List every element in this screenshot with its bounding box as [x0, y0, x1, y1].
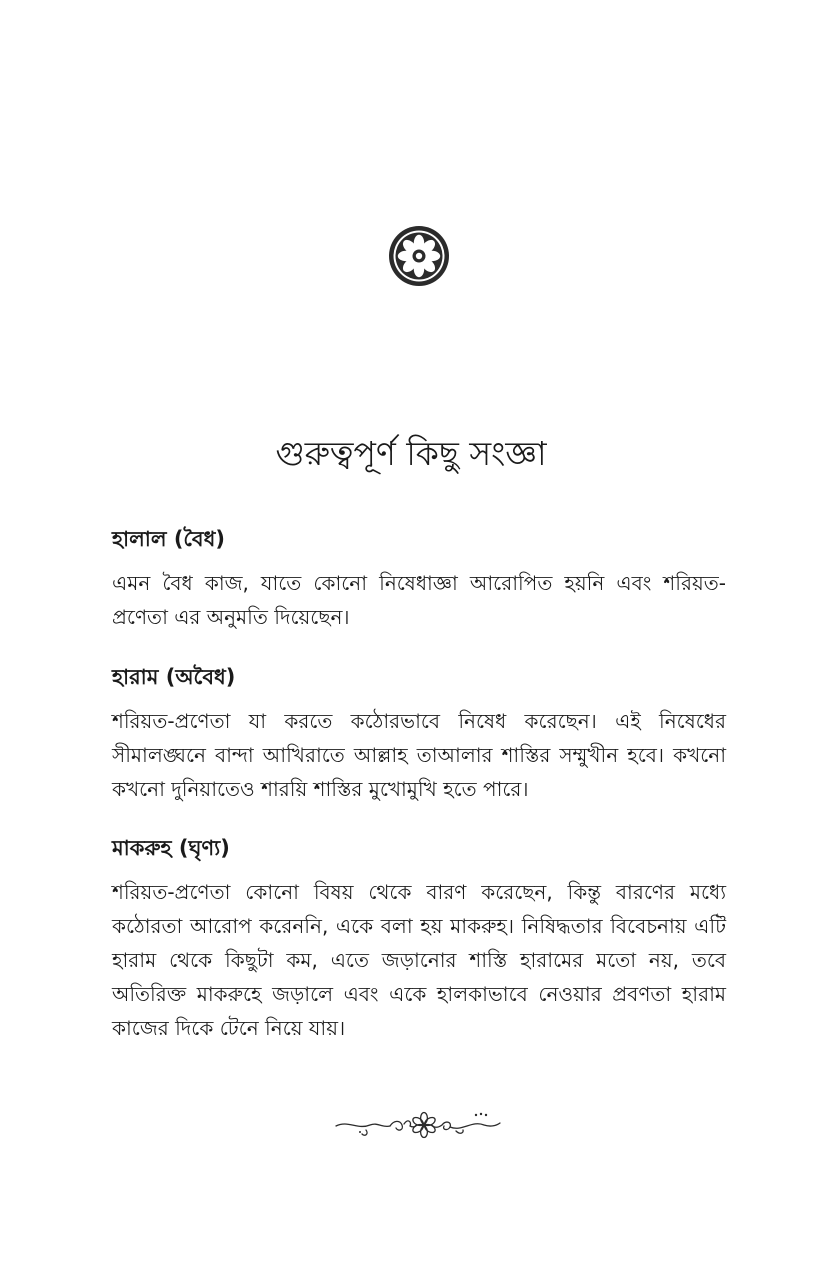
definition-block: [112, 833, 726, 1045]
floral-divider-icon: [332, 1106, 504, 1142]
definition-text: শরিয়ত-প্রণেতা যা করতে কঠোরভাবে নিষেধ করেছেন। এই নিষেধের সীমালঙ্ঘনে বান্দা আখিরাতে আল্লাহ তাআলার শাস্তির সম্মুখীন হবে। কখনো কখনো দুনিয়াতেও শারয়ি শাস্তির মুখোমুখি হতে পারে।: [112, 709, 726, 801]
chapter-title: গুরুত্বপূর্ণ কিছু সংজ্ঞা: [275, 434, 547, 473]
definition-block: [112, 662, 726, 806]
term-heading: হারাম (অবৈধ): [112, 665, 236, 689]
definition-text: শরিয়ত-প্রণেতা কোনো বিষয় থেকে বারণ করেছেন, কিন্তু বারণের মধ্যে কঠোরতা আরোপ করেননি, একে বলা হয় মাকরুহ। নিষিদ্ধতার বিবেচনায় এটি হারাম থেকে কিছুটা কম, এতে জড়ানোর শাস্তি হারামের মতো নয়, তবে অতিরিক্ত মাকরুহে জড়ালে এবং একে হালকাভাবে নেওয়ার প্রবণতা হারাম কাজের দিকে টেনে নিয়ে যায়।: [112, 880, 726, 1040]
flower-medallion-icon: [387, 224, 451, 288]
term-heading: মাকরুহ (ঘৃণ্য): [112, 836, 230, 860]
definition-block: [112, 524, 726, 634]
definition-text: এমন বৈধ কাজ, যাতে কোনো নিষেধাজ্ঞা আরোপিত হয়নি এবং শরিয়ত-প্রণেতা এর অনুমতি দিয়েছেন।: [112, 571, 726, 629]
term-heading: হালাল (বৈধ): [112, 527, 225, 551]
